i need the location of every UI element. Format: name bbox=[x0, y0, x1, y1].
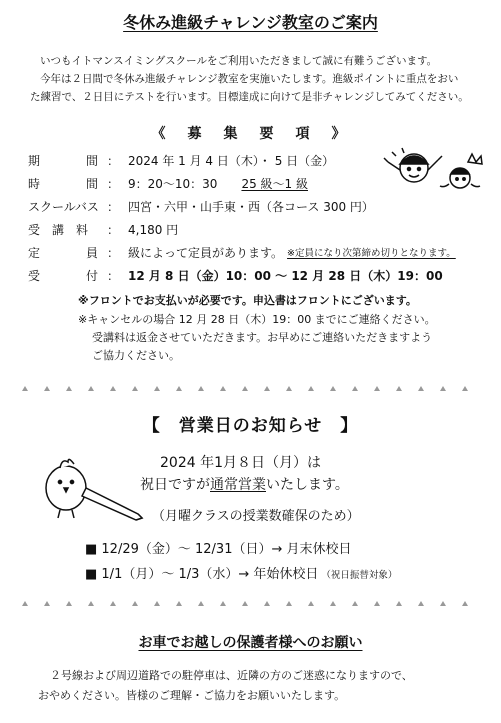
business-line-1: 2024 年1月８日（月）は bbox=[160, 455, 321, 471]
row-capacity: 定 員 ： 級によって定員があります。 ※定員になり次第締め切りとなります。 bbox=[28, 245, 456, 260]
business-heading: 【 営業日のお知らせ 】 bbox=[142, 416, 359, 436]
page-title: 冬休み進級チャレンジ教室のご案内 bbox=[123, 13, 378, 32]
reception-value: 12 月 8 日（金）10：00 〜 12 月 28 日（木）19：00 bbox=[128, 268, 443, 283]
capacity-note: ※定員になり次第締め切りとなります。 bbox=[287, 248, 456, 259]
note-cancel-3: ご協力ください。 bbox=[92, 349, 180, 362]
closed-item-2: ■ 1/1（月）〜 1/3（水）→ 年始休校日 （祝日振替対象） bbox=[85, 567, 398, 582]
swimmer-kids-illustration bbox=[382, 140, 492, 195]
parking-heading: お車でお越しの保護者様へのお願い bbox=[138, 635, 363, 651]
intro-line-1: いつもイトマンスイミングスクールをご利用いただきまして誠に有難うございます。 bbox=[40, 55, 438, 67]
time-value: 9：20〜10：30 bbox=[128, 176, 218, 191]
triangle-divider bbox=[22, 600, 480, 608]
note-cancel-2: 受講料は返金させていただきます。お早めにご連絡いただきますよう bbox=[92, 331, 433, 344]
bus-value: 四宮・六甲・山手東・西（各コース 300 円） bbox=[128, 199, 374, 214]
row-time: 時 間 ： 9：20〜10：30 25 級〜1 級 bbox=[28, 176, 308, 191]
period-value: 2024 年 1 月 4 日（木）・ 5 日（金） bbox=[128, 153, 335, 168]
row-fee: 受 講 料 ： 4,180 円 bbox=[28, 222, 179, 237]
time-levels: 25 級〜1 級 bbox=[241, 176, 308, 191]
note-cancel-1: ※キャンセルの場合 12 月 28 日（木）19：00 までにご連絡ください。 bbox=[78, 313, 436, 326]
intro-line-2: 今年は２日間で冬休み進級チャレンジ教室を実施いたします。進級ポイントに重点をおい bbox=[40, 73, 459, 85]
row-bus: スクールバス ： 四宮・六甲・山手東・西（各コース 300 円） bbox=[28, 199, 374, 214]
regular-hours-text: 通常営業 bbox=[210, 477, 266, 493]
intro-line-3: た練習で、２日目にテストを行います。目標達成に向けて是非チャレンジしてみてください。 bbox=[30, 91, 469, 103]
capacity-value: 級によって定員があります。 bbox=[128, 245, 284, 260]
bird-pencil-illustration bbox=[38, 448, 148, 528]
holiday-substitute-note: （祝日振替対象） bbox=[321, 570, 398, 581]
closed-item-1: ■ 12/29（金）〜 12/31（日）→ 月末休校日 bbox=[85, 542, 352, 557]
triangle-divider bbox=[22, 385, 480, 393]
row-period: 期 間 ： 2024 年 1 月 4 日（木）・ 5 日（金） bbox=[28, 153, 335, 168]
note-front: ※フロントでお支払いが必要です。申込書はフロントにございます。 bbox=[78, 294, 417, 307]
outline-heading: 《 募 集 要 項 》 bbox=[151, 126, 350, 142]
business-line-3: （月曜クラスの授業数確保のため） bbox=[152, 509, 360, 524]
business-line-2: 祝日ですが通常営業いたします。 bbox=[140, 477, 349, 493]
parking-line-1: ２号線および周辺道路での駐停車は、近隣の方のご迷惑になりますので、 bbox=[50, 669, 413, 682]
fee-value: 4,180 円 bbox=[128, 222, 179, 237]
row-reception: 受 付 ： 12 月 8 日（金）10：00 〜 12 月 28 日（木）19：00 bbox=[28, 268, 443, 283]
parking-line-2: おやめください。皆様のご理解・ご協力をお願いいたします。 bbox=[38, 689, 346, 702]
